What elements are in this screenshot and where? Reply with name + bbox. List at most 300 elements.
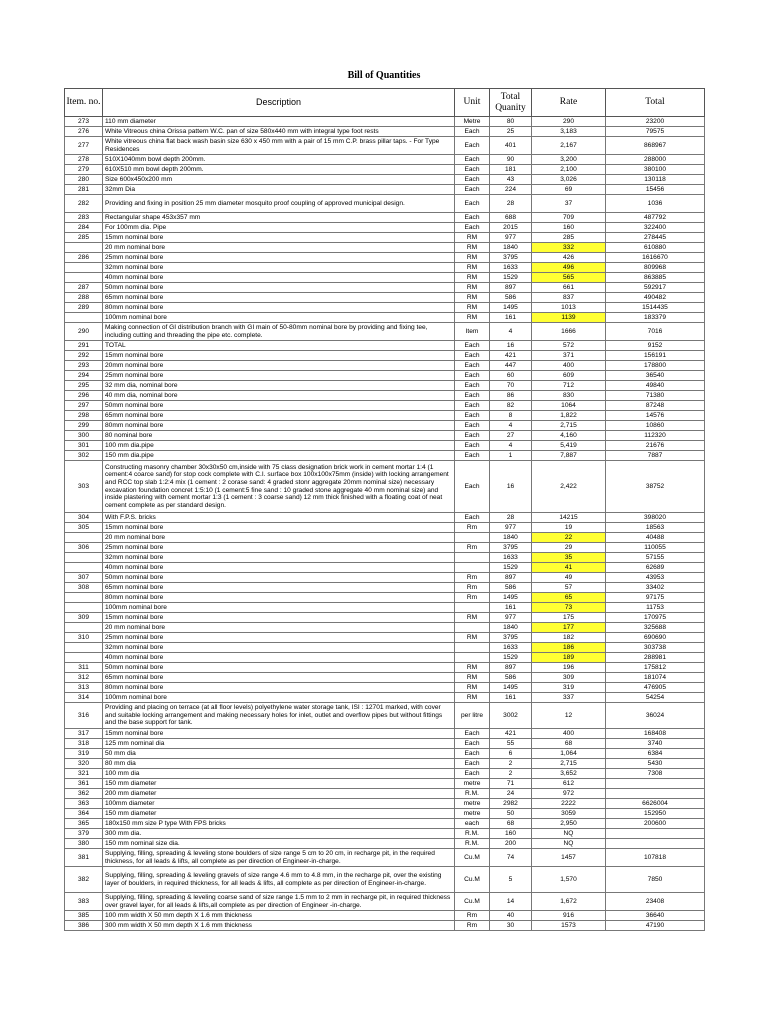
unit-cell bbox=[455, 623, 490, 633]
table-row bbox=[65, 513, 705, 523]
rate-cell: 496 bbox=[532, 263, 606, 273]
item-no-cell: 365 bbox=[65, 819, 103, 829]
item-no-cell: 301 bbox=[65, 441, 103, 451]
table-row bbox=[65, 381, 705, 391]
quantity-cell: 16 bbox=[490, 461, 532, 513]
quantity-cell: 8 bbox=[490, 411, 532, 421]
item-no-cell: 307 bbox=[65, 573, 103, 583]
rate-cell: 332 bbox=[532, 243, 606, 253]
total-cell: 1036 bbox=[606, 195, 705, 213]
quantity-cell: 4 bbox=[490, 421, 532, 431]
table-row bbox=[65, 533, 705, 543]
table-row bbox=[65, 213, 705, 223]
table-row bbox=[65, 303, 705, 313]
quantity-cell: 586 bbox=[490, 583, 532, 593]
rate-cell: 1573 bbox=[532, 921, 606, 931]
rate-cell: 3,652 bbox=[532, 769, 606, 779]
rate-cell: 19 bbox=[532, 523, 606, 533]
item-no-cell: 295 bbox=[65, 381, 103, 391]
table-row bbox=[65, 673, 705, 683]
quantity-cell: 70 bbox=[490, 381, 532, 391]
description-cell: White vitreous china flat back wash basin size 630 x 450 mm with a pair of 15 mm C.P. brass pillar taps. - For Type Residences bbox=[103, 137, 455, 155]
table-row bbox=[65, 829, 705, 839]
item-no-cell: 291 bbox=[65, 341, 103, 351]
total-cell: 181074 bbox=[606, 673, 705, 683]
unit-cell: Each bbox=[455, 451, 490, 461]
item-no-cell: 314 bbox=[65, 693, 103, 703]
unit-cell: Rm bbox=[455, 523, 490, 533]
table-row bbox=[65, 749, 705, 759]
rate-cell: 1139 bbox=[532, 313, 606, 323]
description-cell: 50mm nominal bore bbox=[103, 401, 455, 411]
description-cell: 100mm nominal bore bbox=[103, 693, 455, 703]
quantity-cell: 68 bbox=[490, 819, 532, 829]
quantity-cell: 1633 bbox=[490, 263, 532, 273]
description-cell: 25mm nominal bore bbox=[103, 371, 455, 381]
total-cell: 23408 bbox=[606, 893, 705, 911]
rate-cell: 2,715 bbox=[532, 759, 606, 769]
item-no-cell: 362 bbox=[65, 789, 103, 799]
quantity-cell: 897 bbox=[490, 663, 532, 673]
quantity-cell: 181 bbox=[490, 165, 532, 175]
table-row bbox=[65, 789, 705, 799]
unit-cell: RM bbox=[455, 613, 490, 623]
unit-cell: Each bbox=[455, 391, 490, 401]
rate-cell: 2,422 bbox=[532, 461, 606, 513]
total-cell: 7016 bbox=[606, 323, 705, 341]
description-cell: 100mm nominal bore bbox=[103, 313, 455, 323]
quantity-cell: 28 bbox=[490, 195, 532, 213]
item-no-cell bbox=[65, 313, 103, 323]
item-no-cell: 303 bbox=[65, 461, 103, 513]
quantity-cell: 1495 bbox=[490, 683, 532, 693]
quantity-cell: 90 bbox=[490, 155, 532, 165]
quantity-cell: 1 bbox=[490, 451, 532, 461]
total-cell: 18563 bbox=[606, 523, 705, 533]
item-no-cell: 289 bbox=[65, 303, 103, 313]
description-cell: 20mm nominal bore bbox=[103, 361, 455, 371]
item-no-cell: 276 bbox=[65, 127, 103, 137]
table-row bbox=[65, 693, 705, 703]
rate-cell: 830 bbox=[532, 391, 606, 401]
rate-cell: 400 bbox=[532, 729, 606, 739]
table-row bbox=[65, 643, 705, 653]
item-no-cell bbox=[65, 563, 103, 573]
table-row bbox=[65, 451, 705, 461]
rate-cell: 3059 bbox=[532, 809, 606, 819]
item-no-cell: 297 bbox=[65, 401, 103, 411]
rate-cell: 3,200 bbox=[532, 155, 606, 165]
rate-cell: 837 bbox=[532, 293, 606, 303]
total-cell: 610880 bbox=[606, 243, 705, 253]
total-cell: 868967 bbox=[606, 137, 705, 155]
total-cell: 809968 bbox=[606, 263, 705, 273]
description-cell: 150 mm nominal size dia. bbox=[103, 839, 455, 849]
description-cell: 610X510 mm bowl depth 200mm. bbox=[103, 165, 455, 175]
item-no-cell: 294 bbox=[65, 371, 103, 381]
total-cell: 278445 bbox=[606, 233, 705, 243]
total-cell: 476905 bbox=[606, 683, 705, 693]
item-no-cell: 379 bbox=[65, 829, 103, 839]
item-no-cell: 287 bbox=[65, 283, 103, 293]
table-row bbox=[65, 341, 705, 351]
rate-cell: 612 bbox=[532, 779, 606, 789]
description-cell: 80 nominal bore bbox=[103, 431, 455, 441]
total-cell: 11753 bbox=[606, 603, 705, 613]
rate-cell: 49 bbox=[532, 573, 606, 583]
unit-cell: RM bbox=[455, 693, 490, 703]
total-cell: 288000 bbox=[606, 155, 705, 165]
item-no-cell: 380 bbox=[65, 839, 103, 849]
description-cell: 100 mm dia bbox=[103, 769, 455, 779]
item-no-cell: 364 bbox=[65, 809, 103, 819]
quantity-cell: 1495 bbox=[490, 303, 532, 313]
quantity-cell: 161 bbox=[490, 313, 532, 323]
description-cell: Supplying, filling, spreading & leveling stone boulders of size range 5 cm to 20 cm, in recharge pit, in the required thickness, for all leads & lifts, all complete as per direction of Engineer-in-charge. bbox=[103, 849, 455, 867]
header-total: Total bbox=[606, 89, 705, 117]
table-row bbox=[65, 653, 705, 663]
item-no-cell bbox=[65, 263, 103, 273]
header-item-no: Item. no. bbox=[65, 89, 103, 117]
description-cell: 80mm nominal bore bbox=[103, 593, 455, 603]
rate-cell: 661 bbox=[532, 283, 606, 293]
table-row bbox=[65, 371, 705, 381]
total-cell: 10860 bbox=[606, 421, 705, 431]
description-cell: 20 mm nominal bore bbox=[103, 243, 455, 253]
unit-cell: RM bbox=[455, 663, 490, 673]
item-no-cell: 302 bbox=[65, 451, 103, 461]
table-row bbox=[65, 603, 705, 613]
item-no-cell: 361 bbox=[65, 779, 103, 789]
description-cell: 125 mm nominal dia bbox=[103, 739, 455, 749]
description-cell: 65mm nominal bore bbox=[103, 293, 455, 303]
table-row bbox=[65, 117, 705, 127]
unit-cell: RM bbox=[455, 273, 490, 283]
quantity-cell: 977 bbox=[490, 613, 532, 623]
unit-cell: Each bbox=[455, 739, 490, 749]
table-row bbox=[65, 313, 705, 323]
table-body bbox=[65, 117, 705, 931]
total-cell bbox=[606, 789, 705, 799]
description-cell: Rectangular shape 453x357 mm bbox=[103, 213, 455, 223]
unit-cell: Each bbox=[455, 749, 490, 759]
quantity-cell: 3002 bbox=[490, 703, 532, 729]
item-no-cell: 273 bbox=[65, 117, 103, 127]
quantity-cell: 1633 bbox=[490, 553, 532, 563]
table-row bbox=[65, 263, 705, 273]
unit-cell: Each bbox=[455, 729, 490, 739]
item-no-cell: 305 bbox=[65, 523, 103, 533]
rate-cell: 371 bbox=[532, 351, 606, 361]
total-cell: 380100 bbox=[606, 165, 705, 175]
total-cell: 303738 bbox=[606, 643, 705, 653]
description-cell: Constructing masonry chamber 30x30x50 cm,inside with 75 class designation brick work in cement mortar 1:4 (1 cement:4 coarce sand) for stop cock complete with C.I. surface box 100x100x75mm (inside) with locking arrangement and RCC top slab 1:2:4 mix (1 cement : 2 corase sand: 4 graded stonr aggregate 20mm nominal size) necessary excavation foundation concret 1:5:10 (1 cement:5 fine sand : 10 graded stone aggregate 40 mm nominal size) and inside plastering with cement mortar 1:3 (1 cement : 3 coarse sand) 12 mm thick finished with a floating coat of neat cement complete as per standard design. bbox=[103, 461, 455, 513]
table-row bbox=[65, 799, 705, 809]
table-row bbox=[65, 421, 705, 431]
quantity-cell: 60 bbox=[490, 371, 532, 381]
rate-cell: 22 bbox=[532, 533, 606, 543]
table-row bbox=[65, 921, 705, 931]
unit-cell: per litre bbox=[455, 703, 490, 729]
total-cell: 156191 bbox=[606, 351, 705, 361]
quantity-cell: 4 bbox=[490, 323, 532, 341]
quantity-cell: 74 bbox=[490, 849, 532, 867]
unit-cell: Each bbox=[455, 513, 490, 523]
unit-cell: Each bbox=[455, 155, 490, 165]
rate-cell: 972 bbox=[532, 789, 606, 799]
description-cell: 25mm nominal bore bbox=[103, 543, 455, 553]
table-row bbox=[65, 155, 705, 165]
item-no-cell: 285 bbox=[65, 233, 103, 243]
quantity-cell: 1529 bbox=[490, 653, 532, 663]
quantity-cell: 1529 bbox=[490, 273, 532, 283]
total-cell: 7850 bbox=[606, 867, 705, 893]
rate-cell: 1666 bbox=[532, 323, 606, 341]
unit-cell: Rm bbox=[455, 543, 490, 553]
description-cell: 200 mm diameter bbox=[103, 789, 455, 799]
unit-cell bbox=[455, 643, 490, 653]
item-no-cell: 304 bbox=[65, 513, 103, 523]
table-row bbox=[65, 663, 705, 673]
table-row bbox=[65, 563, 705, 573]
table-row bbox=[65, 323, 705, 341]
table-row bbox=[65, 553, 705, 563]
quantity-cell: 82 bbox=[490, 401, 532, 411]
description-cell: 100 mm width X 50 mm depth X 1.6 mm thickness bbox=[103, 911, 455, 921]
rate-cell: NQ bbox=[532, 839, 606, 849]
rate-cell: 1,822 bbox=[532, 411, 606, 421]
description-cell: TOTAL bbox=[103, 341, 455, 351]
unit-cell: RM bbox=[455, 283, 490, 293]
table-row bbox=[65, 739, 705, 749]
rate-cell: 319 bbox=[532, 683, 606, 693]
item-no-cell: 308 bbox=[65, 583, 103, 593]
item-no-cell: 318 bbox=[65, 739, 103, 749]
rate-cell: 29 bbox=[532, 543, 606, 553]
total-cell: 325688 bbox=[606, 623, 705, 633]
rate-cell: 7,887 bbox=[532, 451, 606, 461]
item-no-cell: 293 bbox=[65, 361, 103, 371]
total-cell: 7887 bbox=[606, 451, 705, 461]
item-no-cell bbox=[65, 653, 103, 663]
rate-cell: NQ bbox=[532, 829, 606, 839]
quantity-cell: 16 bbox=[490, 341, 532, 351]
total-cell: 79575 bbox=[606, 127, 705, 137]
description-cell: 150 mm dia.pipe bbox=[103, 451, 455, 461]
total-cell: 592917 bbox=[606, 283, 705, 293]
description-cell: 40mm nominal bore bbox=[103, 563, 455, 573]
rate-cell: 290 bbox=[532, 117, 606, 127]
quantity-cell: 1633 bbox=[490, 643, 532, 653]
quantity-cell: 977 bbox=[490, 233, 532, 243]
unit-cell: RM bbox=[455, 673, 490, 683]
description-cell: 25mm nominal bore bbox=[103, 253, 455, 263]
unit-cell: each bbox=[455, 819, 490, 829]
rate-cell: 12 bbox=[532, 703, 606, 729]
quantity-cell: 1495 bbox=[490, 593, 532, 603]
rate-cell: 14215 bbox=[532, 513, 606, 523]
quantity-cell: 3795 bbox=[490, 253, 532, 263]
table-row bbox=[65, 613, 705, 623]
unit-cell: Each bbox=[455, 175, 490, 185]
item-no-cell: 281 bbox=[65, 185, 103, 195]
total-cell: 168408 bbox=[606, 729, 705, 739]
total-cell: 112320 bbox=[606, 431, 705, 441]
description-cell: Size 600x450x200 mm bbox=[103, 175, 455, 185]
unit-cell: Rm bbox=[455, 921, 490, 931]
table-row bbox=[65, 441, 705, 451]
total-cell: 36024 bbox=[606, 703, 705, 729]
description-cell: 110 mm diameter bbox=[103, 117, 455, 127]
rate-cell: 2222 bbox=[532, 799, 606, 809]
unit-cell: R.M. bbox=[455, 829, 490, 839]
item-no-cell bbox=[65, 603, 103, 613]
item-no-cell bbox=[65, 643, 103, 653]
total-cell: 398020 bbox=[606, 513, 705, 523]
quantity-cell: 2982 bbox=[490, 799, 532, 809]
description-cell: 40mm nominal bore bbox=[103, 273, 455, 283]
rate-cell: 68 bbox=[532, 739, 606, 749]
table-row bbox=[65, 779, 705, 789]
rate-cell: 1064 bbox=[532, 401, 606, 411]
table-row bbox=[65, 137, 705, 155]
rate-cell: 1013 bbox=[532, 303, 606, 313]
item-no-cell: 306 bbox=[65, 543, 103, 553]
item-no-cell: 381 bbox=[65, 849, 103, 867]
description-cell: 32mm nominal bore bbox=[103, 553, 455, 563]
description-cell: 40 mm dia, nominal bore bbox=[103, 391, 455, 401]
item-no-cell bbox=[65, 533, 103, 543]
rate-cell: 175 bbox=[532, 613, 606, 623]
table-row bbox=[65, 703, 705, 729]
table-row bbox=[65, 195, 705, 213]
total-cell bbox=[606, 829, 705, 839]
unit-cell bbox=[455, 653, 490, 663]
rate-cell: 426 bbox=[532, 253, 606, 263]
unit-cell: RM bbox=[455, 683, 490, 693]
table-row bbox=[65, 769, 705, 779]
quantity-cell: 25 bbox=[490, 127, 532, 137]
table-row bbox=[65, 759, 705, 769]
description-cell: 510X1040mm bowl depth 200mm. bbox=[103, 155, 455, 165]
rate-cell: 609 bbox=[532, 371, 606, 381]
rate-cell: 337 bbox=[532, 693, 606, 703]
description-cell: 32 mm dia, nominal bore bbox=[103, 381, 455, 391]
table-row bbox=[65, 911, 705, 921]
rate-cell: 37 bbox=[532, 195, 606, 213]
description-cell: Making connection of GI distribution branch with GI main of 50-80mm nominal bore by providing and fixing tee, including cutting and threading the pipe etc. complete. bbox=[103, 323, 455, 341]
total-cell: 15456 bbox=[606, 185, 705, 195]
quantity-cell: 586 bbox=[490, 293, 532, 303]
total-cell: 1514435 bbox=[606, 303, 705, 313]
unit-cell: Each bbox=[455, 769, 490, 779]
total-cell: 7308 bbox=[606, 769, 705, 779]
rate-cell: 400 bbox=[532, 361, 606, 371]
table-row bbox=[65, 893, 705, 911]
item-no-cell: 296 bbox=[65, 391, 103, 401]
table-row bbox=[65, 583, 705, 593]
table-row bbox=[65, 729, 705, 739]
quantity-cell: 2015 bbox=[490, 223, 532, 233]
item-no-cell: 280 bbox=[65, 175, 103, 185]
unit-cell: RM bbox=[455, 293, 490, 303]
description-cell: 100mm nominal bore bbox=[103, 603, 455, 613]
description-cell: 25mm nominal bore bbox=[103, 633, 455, 643]
header-unit: Unit bbox=[455, 89, 490, 117]
table-row bbox=[65, 391, 705, 401]
quantity-cell: 401 bbox=[490, 137, 532, 155]
total-cell: 152950 bbox=[606, 809, 705, 819]
item-no-cell: 290 bbox=[65, 323, 103, 341]
unit-cell: metre bbox=[455, 799, 490, 809]
total-cell: 200600 bbox=[606, 819, 705, 829]
total-cell: 57155 bbox=[606, 553, 705, 563]
table-row bbox=[65, 293, 705, 303]
rate-cell: 57 bbox=[532, 583, 606, 593]
rate-cell: 160 bbox=[532, 223, 606, 233]
total-cell: 178800 bbox=[606, 361, 705, 371]
rate-cell: 309 bbox=[532, 673, 606, 683]
item-no-cell: 316 bbox=[65, 703, 103, 729]
total-cell: 6626004 bbox=[606, 799, 705, 809]
unit-cell: Each bbox=[455, 361, 490, 371]
item-no-cell: 312 bbox=[65, 673, 103, 683]
item-no-cell: 385 bbox=[65, 911, 103, 921]
unit-cell: RM bbox=[455, 243, 490, 253]
rate-cell: 5,419 bbox=[532, 441, 606, 451]
description-cell: 80mm nominal bore bbox=[103, 683, 455, 693]
item-no-cell: 317 bbox=[65, 729, 103, 739]
item-no-cell: 383 bbox=[65, 893, 103, 911]
table-row bbox=[65, 523, 705, 533]
quantity-cell: 28 bbox=[490, 513, 532, 523]
unit-cell: Rm bbox=[455, 573, 490, 583]
description-cell: 65mm nominal bore bbox=[103, 583, 455, 593]
rate-cell: 65 bbox=[532, 593, 606, 603]
table-row bbox=[65, 243, 705, 253]
unit-cell bbox=[455, 533, 490, 543]
total-cell: 110055 bbox=[606, 543, 705, 553]
total-cell: 175812 bbox=[606, 663, 705, 673]
description-cell: 50mm nominal bore bbox=[103, 283, 455, 293]
unit-cell: Each bbox=[455, 137, 490, 155]
total-cell bbox=[606, 839, 705, 849]
quantity-cell: 200 bbox=[490, 839, 532, 849]
description-cell: 180x150 mm size P type With FPS bricks bbox=[103, 819, 455, 829]
quantity-cell: 86 bbox=[490, 391, 532, 401]
quantity-cell: 160 bbox=[490, 829, 532, 839]
quantity-cell: 1840 bbox=[490, 243, 532, 253]
table-row bbox=[65, 127, 705, 137]
unit-cell: R.M. bbox=[455, 789, 490, 799]
bill-of-quantities-table bbox=[64, 88, 705, 931]
description-cell: 100 mm dia.pipe bbox=[103, 441, 455, 451]
item-no-cell bbox=[65, 623, 103, 633]
item-no-cell: 288 bbox=[65, 293, 103, 303]
description-cell: 150 mm diameter bbox=[103, 809, 455, 819]
quantity-cell: 40 bbox=[490, 911, 532, 921]
quantity-cell: 1840 bbox=[490, 623, 532, 633]
unit-cell: Each bbox=[455, 165, 490, 175]
unit-cell: Each bbox=[455, 441, 490, 451]
unit-cell: Each bbox=[455, 127, 490, 137]
quantity-cell: 2 bbox=[490, 769, 532, 779]
description-cell: 65mm nominal bore bbox=[103, 673, 455, 683]
total-cell: 36540 bbox=[606, 371, 705, 381]
total-cell: 21676 bbox=[606, 441, 705, 451]
unit-cell: Each bbox=[455, 431, 490, 441]
rate-cell: 2,167 bbox=[532, 137, 606, 155]
